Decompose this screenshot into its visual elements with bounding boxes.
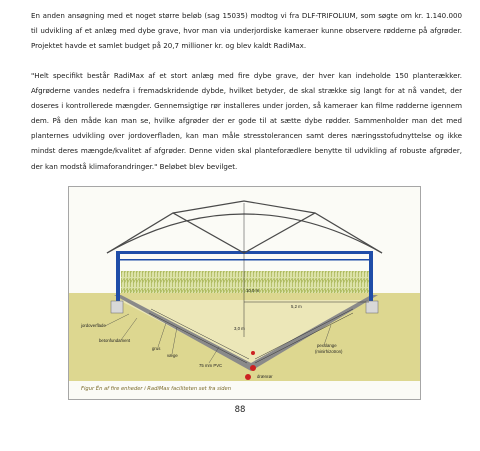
drain-pipe-upper [251,351,255,355]
label-pexslange: pexslange [317,343,337,348]
label-half-width: 5,2 m [291,304,302,309]
figure-radimax-cross-section [68,186,421,400]
label-pvc: 75 mm PVC [199,363,223,368]
paragraph-intro: En anden ansøgning med et noget større beløb (sag 15035) modtog vi fra DLF-TRIFOLIUM, som søgte om kr. 1.140.000 til udvikling af et anlæg med dybe grave, hvor man via underjordiske kameraer kunne observere rødderne på afgrøder. Projektet havde et samlet budget på 20,7 millioner kr. og blev kaldt RadiMax. [31,11,462,51]
label-depth: 3,0 m [234,326,245,331]
label-height: 10,0 m [246,288,260,293]
drain-pipe-center [250,365,256,371]
label-minirhizotron: (minirhizotron) [315,349,343,354]
page-number: 88 [234,405,246,415]
concrete-foundation-right [366,301,378,313]
cross-section-diagram [69,187,420,399]
paragraph-quote: "Helt specifikt består RadiMax af et stort anlæg med fire dybe grave, der hver kan indeholde 150 planterækker. Afgrøderne vandes nedefra i fremadskridende dybde, hvilket betyder, de skal strække sig langt for at nå vandet, der doseres i kontrollerede mængder. Gennemsigtige rør installeres under jorden, så kameraer kan filme rødderne igennem dem. På den måde kan man se, hvilke afgrøder der er gode til at sætte dybe rødder. Sammenholder man det med planternes udvikling over jordoverfladen, kan man måle stresstolerancen samt deres næringsstofudnyttelse og ikke mindst deres mængde/kvalitet af afgrøder. Denne viden skal planteforædlere benytte til udvikling af robuste afgrøder, der kan modstå klimaforandringer." Beløbet blev bevilget. [31,71,462,171]
label-grus: grus [152,346,161,351]
drain-pipe-left [245,374,251,380]
figure-caption: Figur Én af fire enheder i RadiMax faciliteten set fra siden [81,386,232,392]
concrete-foundation-left [111,301,123,313]
label-jordoverflade: jordoverflade [81,323,106,328]
label-betonfundament: betonfundament [99,338,131,343]
label-vaege: væge [167,353,178,358]
label-draenror: drænrør [257,374,273,379]
